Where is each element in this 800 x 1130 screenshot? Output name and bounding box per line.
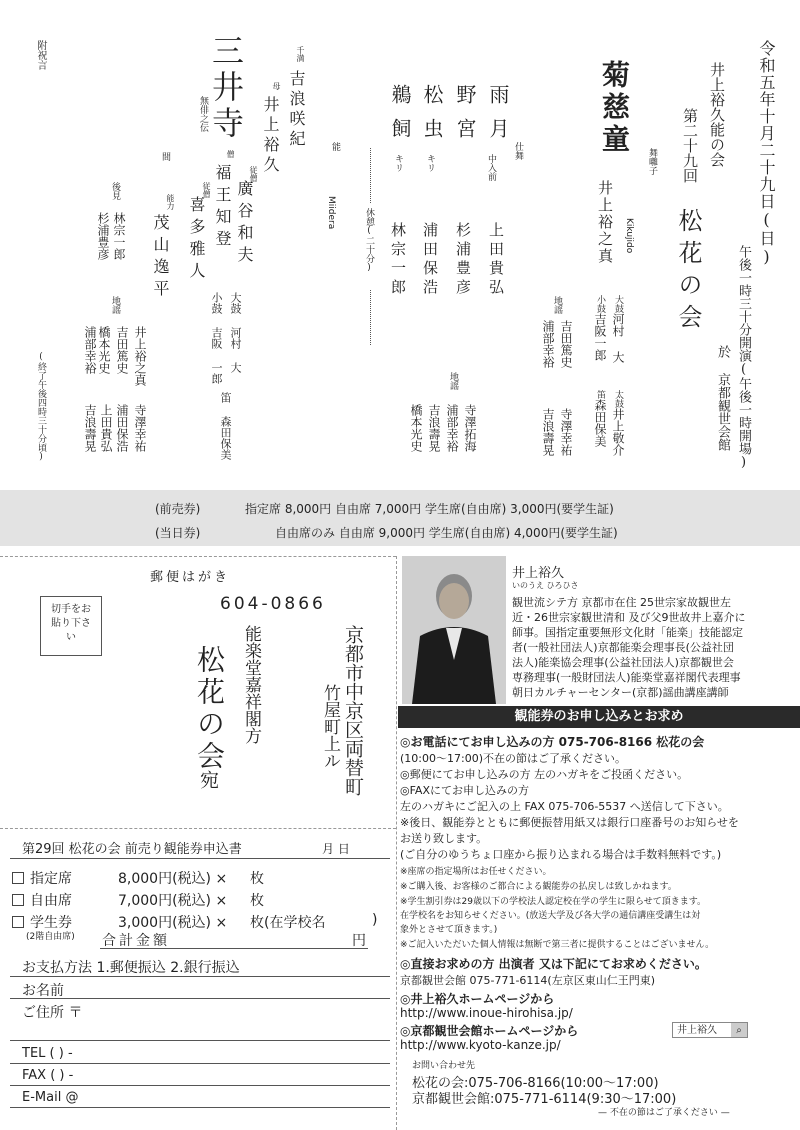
contact-kanze: 京都観世会館:075-771-6114(9:30〜17:00)	[412, 1092, 677, 1107]
fax-rule	[10, 1085, 390, 1086]
shimai-4-performer: 林宗一郎	[389, 222, 407, 298]
mii-mother-label: 母	[272, 82, 281, 90]
postcard-addressee: 松花の会	[193, 645, 226, 773]
mii-shite-role: 千満	[296, 46, 305, 62]
mii-waki2: 福王知登	[213, 164, 232, 252]
shimai-1-performer: 上田貴弘	[487, 222, 505, 298]
form-row-reserved-price: 8,000円(税込) ×	[118, 871, 228, 887]
form-title-rule	[10, 858, 390, 859]
mii-jiutai-2: 吉田篤史	[115, 326, 129, 374]
student-checkbox[interactable]	[12, 916, 24, 928]
mii-jiutai-8: 吉浪壽晃	[83, 404, 97, 452]
apply-line-1: ◎お電話にてお申し込みの方 075-706-8166 松花の会	[400, 735, 705, 749]
email-field[interactable]: E-Mail @	[22, 1090, 79, 1105]
mii-jiutai-4: 寺澤幸祐	[133, 404, 147, 452]
student-label: 学生券	[30, 915, 72, 931]
apply-line-8: (ご自分のゆうちょ口座から振り込まれる場合は手数料無料です。)	[400, 848, 722, 861]
event-date: 令和五年十月二十九日(日)	[757, 40, 776, 267]
shimai-label: 仕舞	[513, 142, 523, 160]
noh-label: 能	[330, 142, 340, 151]
mii-kotsuzumi: 小鼓 吉阪 一郎	[210, 292, 223, 384]
mii-koken-1: 林宗一郎	[112, 212, 126, 260]
mii-otsuzumi: 大鼓 河村 大	[229, 292, 242, 373]
edition: 第二十九回	[681, 108, 699, 183]
name: 河村	[611, 313, 625, 337]
mii-fue: 笛 森田保美	[219, 392, 232, 460]
kikujido-kotsuzumi	[594, 295, 606, 361]
kikujido-jiutai-1: 吉田篤史	[559, 320, 573, 368]
apply-line-6: ※後日、観能券とともに郵便振替用紙又は銀行口座番号のお知らせを	[400, 816, 739, 829]
kikujido-jiutai-4: 吉浪壽晃	[541, 408, 555, 456]
payment-rule	[10, 976, 390, 977]
name: 吉阪	[593, 313, 607, 337]
mii-ai-role: 能力	[166, 194, 175, 210]
postcard-zip: 604-0866	[220, 594, 326, 614]
price-advance: 指定席 8,000円 自由席 7,000円 学生席(自由席) 3,000円(要学生証)	[245, 502, 614, 516]
label: 笛	[595, 390, 605, 399]
postcard-office: 能楽堂嘉祥閣方	[241, 625, 261, 744]
form-row-general-unit: 枚	[250, 893, 264, 909]
shimai-3-title: 松虫	[420, 84, 444, 152]
profile-bio-6: 専務理事(一般財団法人)能楽堂嘉祥閣代表理事	[512, 671, 741, 684]
name: 井上敬介	[611, 408, 625, 456]
event-venue: 於 京都観世会館	[715, 345, 730, 451]
tel-field[interactable]: TEL ( ) -	[22, 1046, 73, 1061]
mii-jiutai-5: 浦田保浩	[115, 404, 129, 452]
kikujido-otsuzumi	[612, 295, 624, 363]
address-field[interactable]: ご住所 〒	[22, 1005, 83, 1021]
profile-bio-3: 師事。国指定重要無形文化財「能楽」技能認定	[512, 626, 743, 639]
mii-variant: 無俳之伝	[198, 96, 208, 132]
apply-line-12: 在学校名をお知らせください。(放送大学及び各大学の通信講座受講生は対	[400, 911, 701, 921]
apply-line-19: ◎京都観世会館ホームページから	[400, 1024, 579, 1038]
form-row-reserved-unit: 枚	[250, 871, 264, 887]
name2: 美	[593, 435, 607, 447]
mii-ai: 茂山逸平	[151, 214, 170, 302]
mii-mother: 井上裕久	[261, 96, 280, 176]
kikujido-jiutai-2: 浦部幸裕	[541, 320, 555, 368]
shimai-4-note: キリ	[393, 154, 403, 172]
kikujido-role: 舞囃子	[647, 148, 657, 175]
price-door-label: (当日券)	[155, 526, 201, 540]
shukugen: 附祝言	[35, 40, 46, 70]
search-box[interactable]	[672, 1022, 748, 1038]
contact-header: お問い合わせ先	[412, 1061, 476, 1071]
shimai-2-performer: 杉浦豊彦	[454, 222, 472, 298]
mii-shite: 吉浪咲紀	[287, 70, 306, 150]
form-row-reserved[interactable]	[12, 868, 72, 888]
general-label: 自由席	[30, 893, 72, 909]
mii-koken-2: 杉浦豊彦	[96, 212, 110, 260]
tel-rule	[10, 1063, 390, 1064]
profile-bio-2: 近・26世宗家観世清和 及び父9世故井上嘉介に	[512, 611, 746, 624]
postcard-honorific: 宛	[197, 770, 219, 789]
student-note: (2階自由席)	[26, 932, 75, 942]
shimai-jiutai-1: 寺澤拓海	[463, 404, 477, 452]
organizer: 井上裕久能の会	[708, 62, 726, 167]
mii-waki: 廣谷和夫	[235, 180, 254, 268]
apply-line-16: 京都観世会館 075-771-6114(左京区東山仁王門東)	[400, 974, 656, 987]
apply-line-7: お送り致します。	[400, 832, 488, 845]
postcard-address2: 竹屋町上ル	[320, 684, 340, 769]
mii-waki-label: 従僧	[249, 166, 258, 182]
profile-reading: いのうえ ひろひさ	[512, 581, 579, 590]
form-title: 第29回 松花の会 前売り観能券申込書	[22, 842, 242, 857]
profile-bio-1: 観世流シテ方 京都市在住 25世宗家故観世左	[512, 596, 731, 609]
stamp-box	[40, 596, 102, 656]
label: 小鼓	[595, 295, 605, 313]
apply-line-2: (10:00〜17:00)不在の節はご了承ください。	[400, 752, 626, 765]
form-top-cut	[0, 828, 396, 829]
email-rule	[10, 1107, 390, 1108]
kikujido-jiutai-3: 寺澤幸祐	[559, 408, 573, 456]
kikujido-performer: 井上裕之真	[596, 180, 614, 265]
postcard-address1: 京都市中京区両替町	[342, 625, 364, 796]
shimai-3-performer: 浦田保浩	[421, 222, 439, 298]
price-door: 自由席のみ 自由席 9,000円 学生席(自由席) 4,000円(要学生証)	[275, 526, 618, 540]
search-icon[interactable]: ⌕	[731, 1023, 747, 1037]
apply-header-text: 観能券のお申し込みとお求め	[514, 709, 684, 724]
mii-romaji: Miidera	[326, 196, 336, 230]
apply-line-9: ※座席の指定場所はお任せください。	[400, 867, 552, 877]
total-yen[interactable]: 円	[352, 933, 366, 949]
form-date: 月 日	[322, 842, 350, 856]
mii-koken-label: 後見	[110, 182, 120, 200]
apply-line-14: ※ご記入いただいた個人情報は無断で第三者に提供することはございません。	[400, 940, 715, 950]
mii-jiutai-1: 井上裕之真	[133, 326, 147, 386]
profile-bio-4: 者(一般社団法人)京都能楽会理事長(公益社団	[512, 641, 734, 654]
apply-header	[398, 706, 800, 728]
mii-jiutai-7: 上田貴弘	[99, 404, 113, 452]
event-time: 午後一時三十分開演(午後一時開場)	[736, 245, 751, 470]
mii-jiutai-6: 橋本光史	[97, 326, 111, 374]
name2: 一郎	[593, 337, 607, 361]
name2: 大	[611, 351, 625, 363]
apply-line-5: 左のハガキにご記入の上 FAX 075-706-5537 へ送信して下さい。	[400, 800, 729, 813]
mii-waki3: 喜多雅人	[187, 196, 206, 284]
apply-line-10: ※ご購入後、お客様のご都合による観能券の払戻しは致しかねます。	[400, 882, 677, 892]
mii-title: 三井寺	[207, 34, 245, 142]
break-line-bottom	[370, 290, 371, 345]
mii-jiutai-label: 地謡	[110, 296, 120, 314]
kikujido-romaji: Kikujido	[624, 218, 634, 254]
shimai-jiutai-label: 地謡	[448, 372, 458, 390]
total-rule	[100, 948, 368, 949]
apply-line-17: ◎井上裕久ホームページから	[400, 992, 555, 1006]
total-label: 合計金額	[102, 933, 170, 949]
shimai-jiutai-4: 橋本光史	[409, 404, 423, 452]
apply-line-3: ◎郵便にてお申し込みの方 左のハガキをご投函ください。	[400, 768, 689, 781]
mii-waki3-label: 従僧	[202, 182, 211, 198]
shimai-1-title: 雨月	[486, 84, 510, 152]
shimai-3-note: キリ	[425, 154, 435, 172]
label: 太鼓	[613, 390, 623, 408]
address-rule	[10, 1040, 390, 1041]
postcard-vertical-cut	[396, 556, 397, 1130]
end-time: (終了午後四時三十分頃)	[36, 352, 46, 462]
mii-waki2-label: 僧	[226, 150, 235, 158]
shimai-jiutai-2: 浦部幸裕	[445, 404, 459, 452]
kikujido-title: 菊慈童	[598, 60, 631, 156]
name: 森田保	[593, 399, 607, 435]
label: 大鼓	[613, 295, 623, 313]
name-field[interactable]: お名前	[22, 983, 64, 999]
profile-bio-7: 朝日カルチャーセンター(京都)謡曲講座講師	[512, 686, 729, 699]
apply-line-4: ◎FAXにてお申し込みの方	[400, 784, 529, 797]
profile-bio-5: 法人)能楽協会理事(公益社団法人)京都観世会	[512, 656, 734, 669]
postcard-header: 郵便はがき	[150, 570, 231, 585]
stamp-text: 切手をお貼り下さい	[51, 604, 91, 643]
homepage-link-inoue[interactable]: http://www.inoue-hirohisa.jp/	[400, 1006, 573, 1020]
contact-note: — 不在の節はご了承ください —	[598, 1108, 730, 1118]
postcard-top-cut	[0, 556, 396, 557]
student-school-close: )	[372, 912, 378, 928]
shimai-1-note: 中入前	[486, 154, 496, 181]
form-row-general[interactable]	[12, 890, 72, 910]
mii-ai-label: 間	[160, 152, 170, 161]
form-row-student-unit[interactable]: 枚(在学校名	[250, 915, 326, 931]
homepage-link-kanze[interactable]: http://www.kyoto-kanze.jp/	[400, 1038, 561, 1052]
event-name: 松花の会	[674, 208, 702, 336]
price-advance-label: (前売券)	[155, 502, 201, 516]
fax-field[interactable]: FAX ( ) -	[22, 1068, 74, 1083]
profile-name: 井上裕久	[512, 566, 565, 581]
payment-method[interactable]: お支払方法 1.郵便振込 2.銀行振込	[22, 960, 240, 976]
mii-jiutai-3: 浦部幸裕	[83, 326, 97, 374]
contact-shoka: 松花の会:075-706-8166(10:00〜17:00)	[412, 1076, 659, 1091]
general-checkbox[interactable]	[12, 894, 24, 906]
shimai-jiutai-3: 吉浪壽晃	[427, 404, 441, 452]
name-rule	[10, 998, 390, 999]
form-row-student-price: 3,000円(税込) ×	[118, 915, 228, 931]
form-row-general-price: 7,000円(税込) ×	[118, 893, 228, 909]
shimai-2-title: 野宮	[453, 84, 477, 152]
search-box-text: 井上裕久	[677, 1025, 717, 1036]
break-label: 休憩(二十分)	[364, 208, 374, 273]
kikujido-jiutai-label: 地謡	[552, 296, 562, 314]
kikujido-taiko	[612, 390, 624, 456]
apply-line-13: 象外とさせて頂きます。)	[400, 925, 498, 935]
shimai-4-title: 鵜飼	[388, 84, 412, 152]
performer-photo	[402, 556, 506, 704]
reserved-checkbox[interactable]	[12, 872, 24, 884]
break-line-top	[370, 148, 371, 203]
apply-line-15: ◎直接お求めの方 出演者 又は下記にてお求めください。	[400, 957, 707, 971]
reserved-label: 指定席	[30, 871, 72, 887]
apply-line-11: ※学生割引券は29歳以下の学校法人認定校在学の学生に限らせて頂きます。	[400, 897, 707, 907]
kikujido-fue	[594, 390, 606, 447]
